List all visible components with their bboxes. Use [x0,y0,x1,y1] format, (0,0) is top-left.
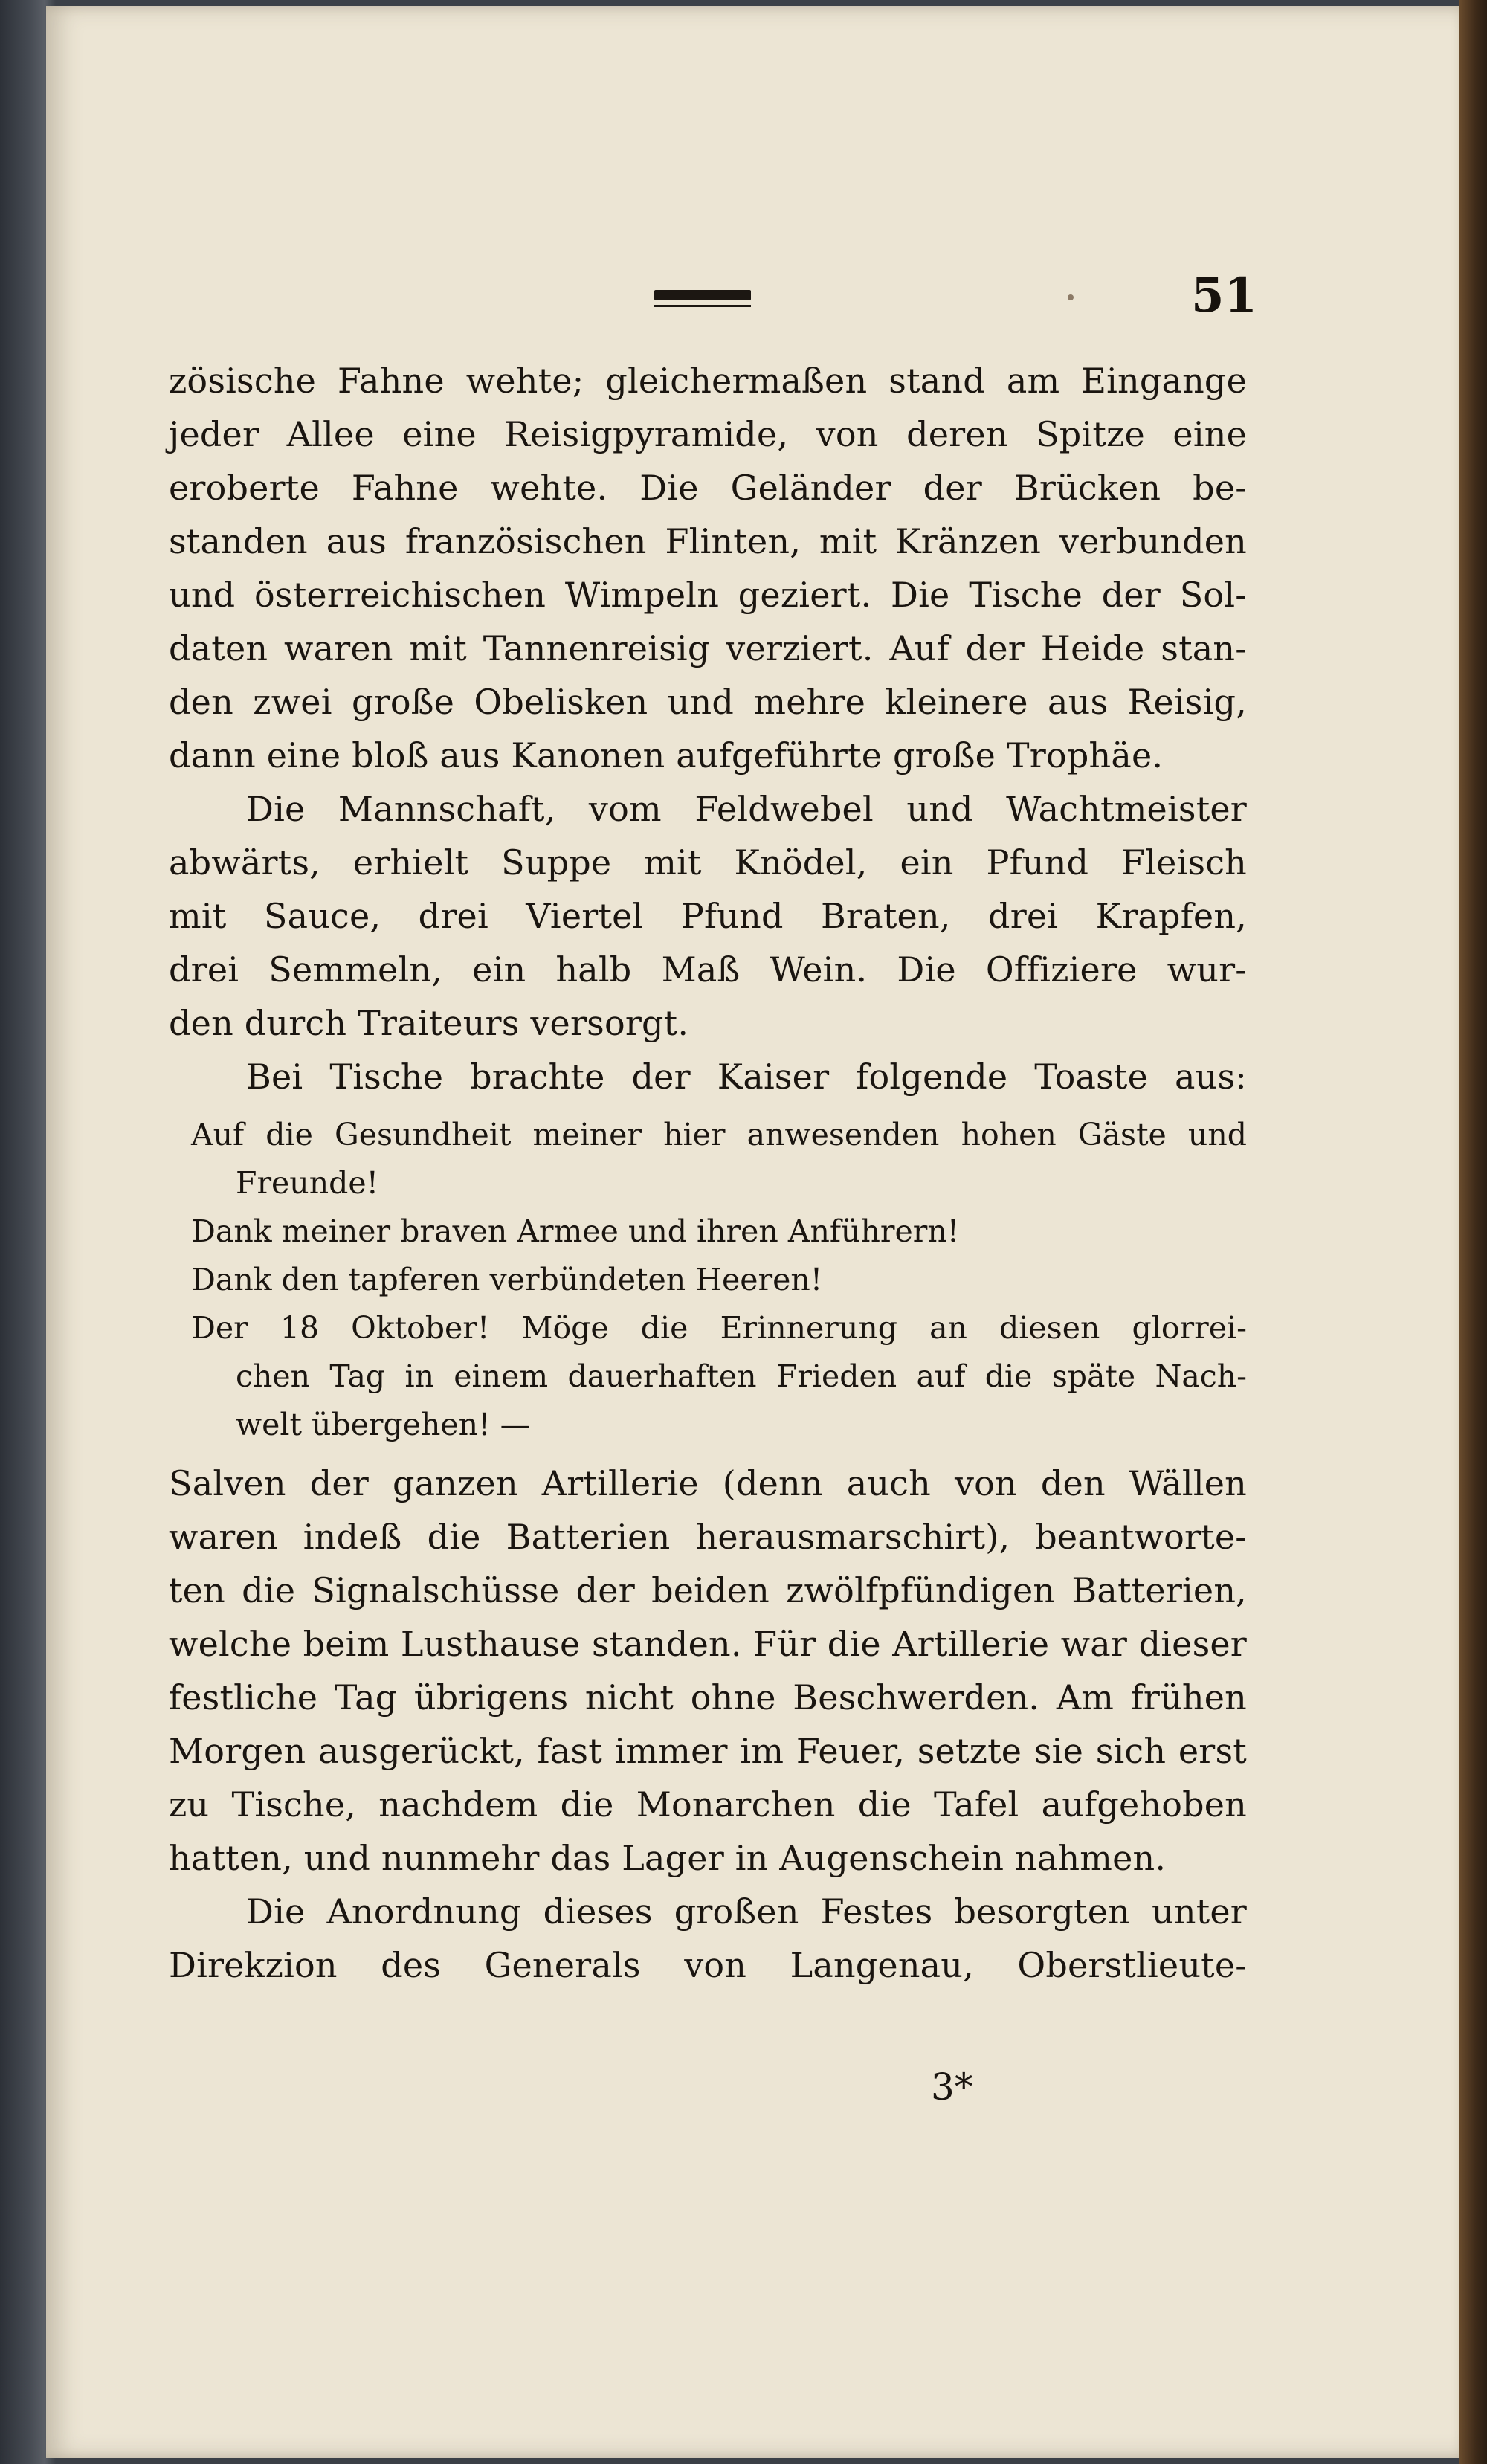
text-line: festliche Tag übrigens nicht ohne Beschwerden. Am frühen [169,1677,1247,1718]
text-line: zu Tische, nachdem die Monarchen die Tafel aufgehoben [169,1784,1247,1825]
text-line: hatten, und nunmehr das Lager in Augenschein nahmen. [169,1838,1167,1878]
text-line: drei Semmeln, ein halb Maß Wein. Die Offiziere wur- [169,949,1247,990]
toast-line: welt übergehen! — [236,1407,531,1442]
toast-line: Der 18 Oktober! Möge die Erinnerung an diesen glorrei- [191,1310,1247,1346]
book-edge [1459,0,1487,2464]
text-line: Salven der ganzen Artillerie (denn auch von den Wällen [169,1463,1247,1503]
toast-line: Dank meiner braven Armee und ihren Anführern! [191,1213,960,1249]
text-line: Die Anordnung dieses großen Festes besorgten unter [246,1891,1247,1932]
page-sheet [46,6,1466,2458]
text-line: ten die Signalschüsse der beiden zwölfpfündigen Batterien, [169,1570,1247,1610]
toast-line: Freunde! [236,1165,379,1201]
ink-speck [1068,294,1074,300]
toast-line: Auf die Gesundheit meiner hier anwesenden hohen Gäste und [191,1117,1247,1152]
text-line: Bei Tische brachte der Kaiser folgende Toaste aus: [246,1057,1247,1097]
text-line: Die Mannschaft, vom Feldwebel und Wachtmeister [246,789,1247,829]
text-line: mit Sauce, drei Viertel Pfund Braten, drei Krapfen, [169,896,1247,936]
page-text [169,354,1247,1992]
text-line: standen aus französischen Flinten, mit Kränzen verbunden [169,521,1247,561]
text-line: den durch Traiteurs versorgt. [169,1003,689,1043]
text-line: abwärts, erhielt Suppe mit Knödel, ein Pfund Fleisch [169,842,1247,883]
toast-line: Dank den tapferen verbündeten Heeren! [191,1262,823,1297]
page-header [46,268,1466,341]
page-number: 51 [1191,268,1258,323]
text-line: daten waren mit Tannenreisig verziert. Auf der Heide stan- [169,628,1247,668]
text-line: welche beim Lusthause standen. Für die Artillerie war dieser [169,1624,1247,1664]
signature-mark: 3* [931,2065,973,2109]
header-rule [654,290,751,300]
text-line: und österreichischen Wimpeln geziert. Die Tische der Sol- [169,575,1247,615]
text-line: den zwei große Obelisken und mehre kleinere aus Reisig, [169,682,1247,722]
toast-line: chen Tag in einem dauerhaften Frieden auf die späte Nach- [236,1358,1247,1394]
text-line: eroberte Fahne wehte. Die Geländer der Brücken be- [169,468,1247,508]
text-line: Morgen ausgerückt, fast immer im Feuer, setzte sie sich erst [169,1731,1247,1771]
text-line: dann eine bloß aus Kanonen aufgeführte große Trophäe. [169,735,1164,775]
text-line: Direkzion des Generals von Langenau, Oberstlieute- [169,1945,1247,1985]
text-line: zösische Fahne wehte; gleichermaßen stand am Eingange [169,361,1247,401]
text-line: jeder Allee eine Reisigpyramide, von deren Spitze eine [169,414,1247,454]
text-line: waren indeß die Batterien herausmarschirt), beantworte- [169,1517,1247,1557]
